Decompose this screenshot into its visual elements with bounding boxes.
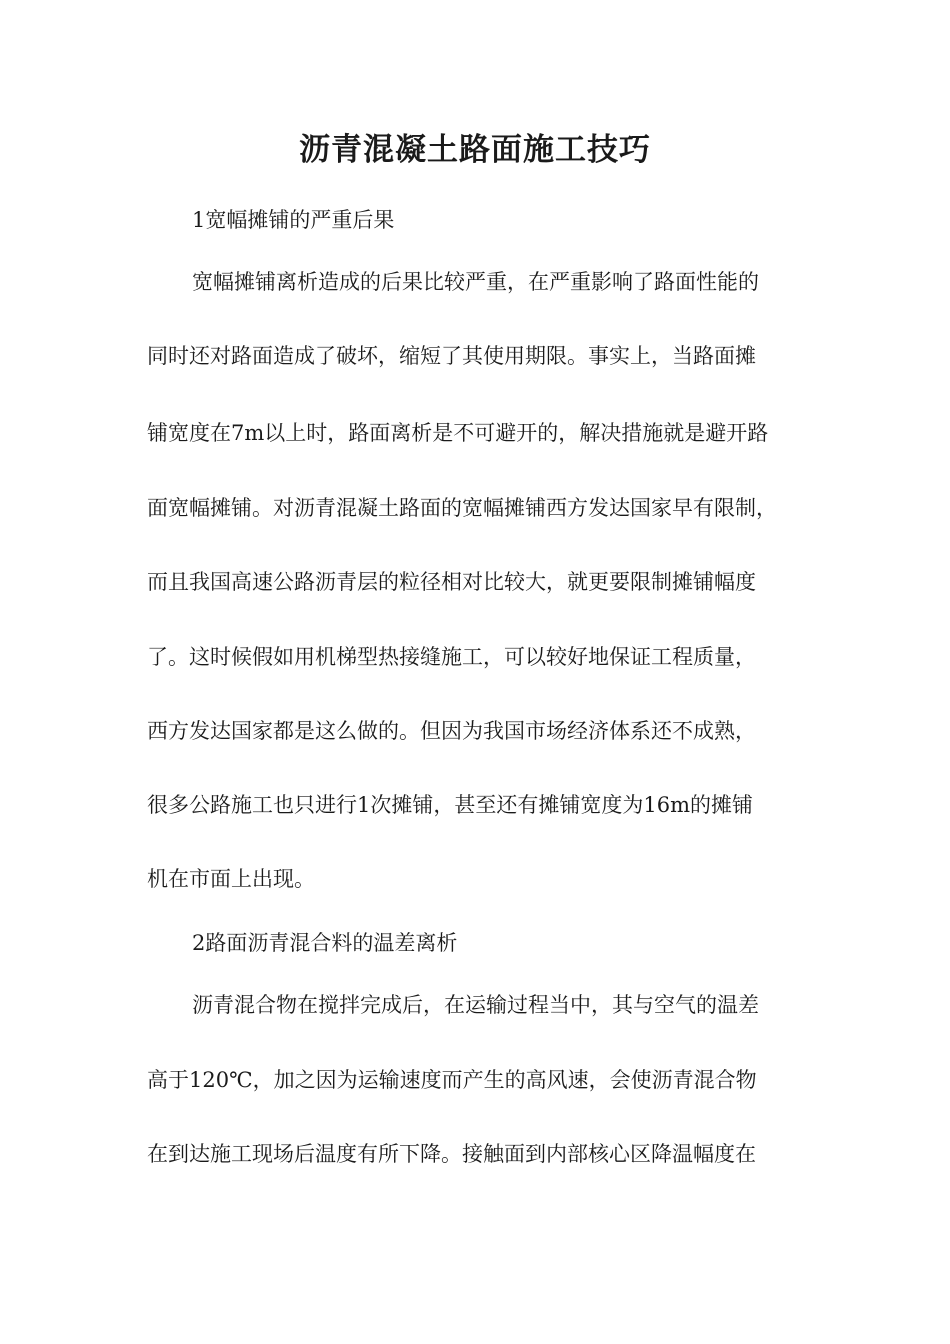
paragraph-line: 很多公路施工也只进行1次摊铺，甚至还有摊铺宽度为16m的摊铺 [147,793,753,817]
section-heading-1: 1宽幅摊铺的严重后果 [192,208,395,232]
paragraph-line: 而且我国高速公路沥青层的粒径相对比较大，就更要限制摊铺幅度 [147,570,756,594]
paragraph-line: 机在市面上出现。 [147,867,315,891]
paragraph-line: 西方发达国家都是这么做的。但因为我国市场经济体系还不成熟， [147,719,756,743]
paragraph-line: 高于120℃，加之因为运输速度而产生的高风速，会使沥青混合物 [147,1068,757,1092]
paragraph-line: 了。这时候假如用机梯型热接缝施工，可以较好地保证工程质量， [147,645,756,669]
paragraph-line: 在到达施工现场后温度有所下降。接触面到内部核心区降温幅度在 [147,1142,756,1166]
document-title: 沥青混凝土路面施工技巧 [299,132,651,168]
paragraph-line: 同时还对路面造成了破坏，缩短了其使用期限。事实上，当路面摊 [147,344,756,368]
section-heading-2: 2路面沥青混合料的温差离析 [192,931,458,955]
paragraph-line: 面宽幅摊铺。对沥青混凝土路面的宽幅摊铺西方发达国家早有限制， [147,496,777,520]
paragraph-line: 沥青混合物在搅拌完成后，在运输过程当中，其与空气的温差 [192,993,759,1017]
paragraph-line: 铺宽度在7m以上时，路面离析是不可避开的，解决措施就是避开路 [147,421,769,445]
paragraph-line: 宽幅摊铺离析造成的后果比较严重，在严重影响了路面性能的 [192,270,759,294]
